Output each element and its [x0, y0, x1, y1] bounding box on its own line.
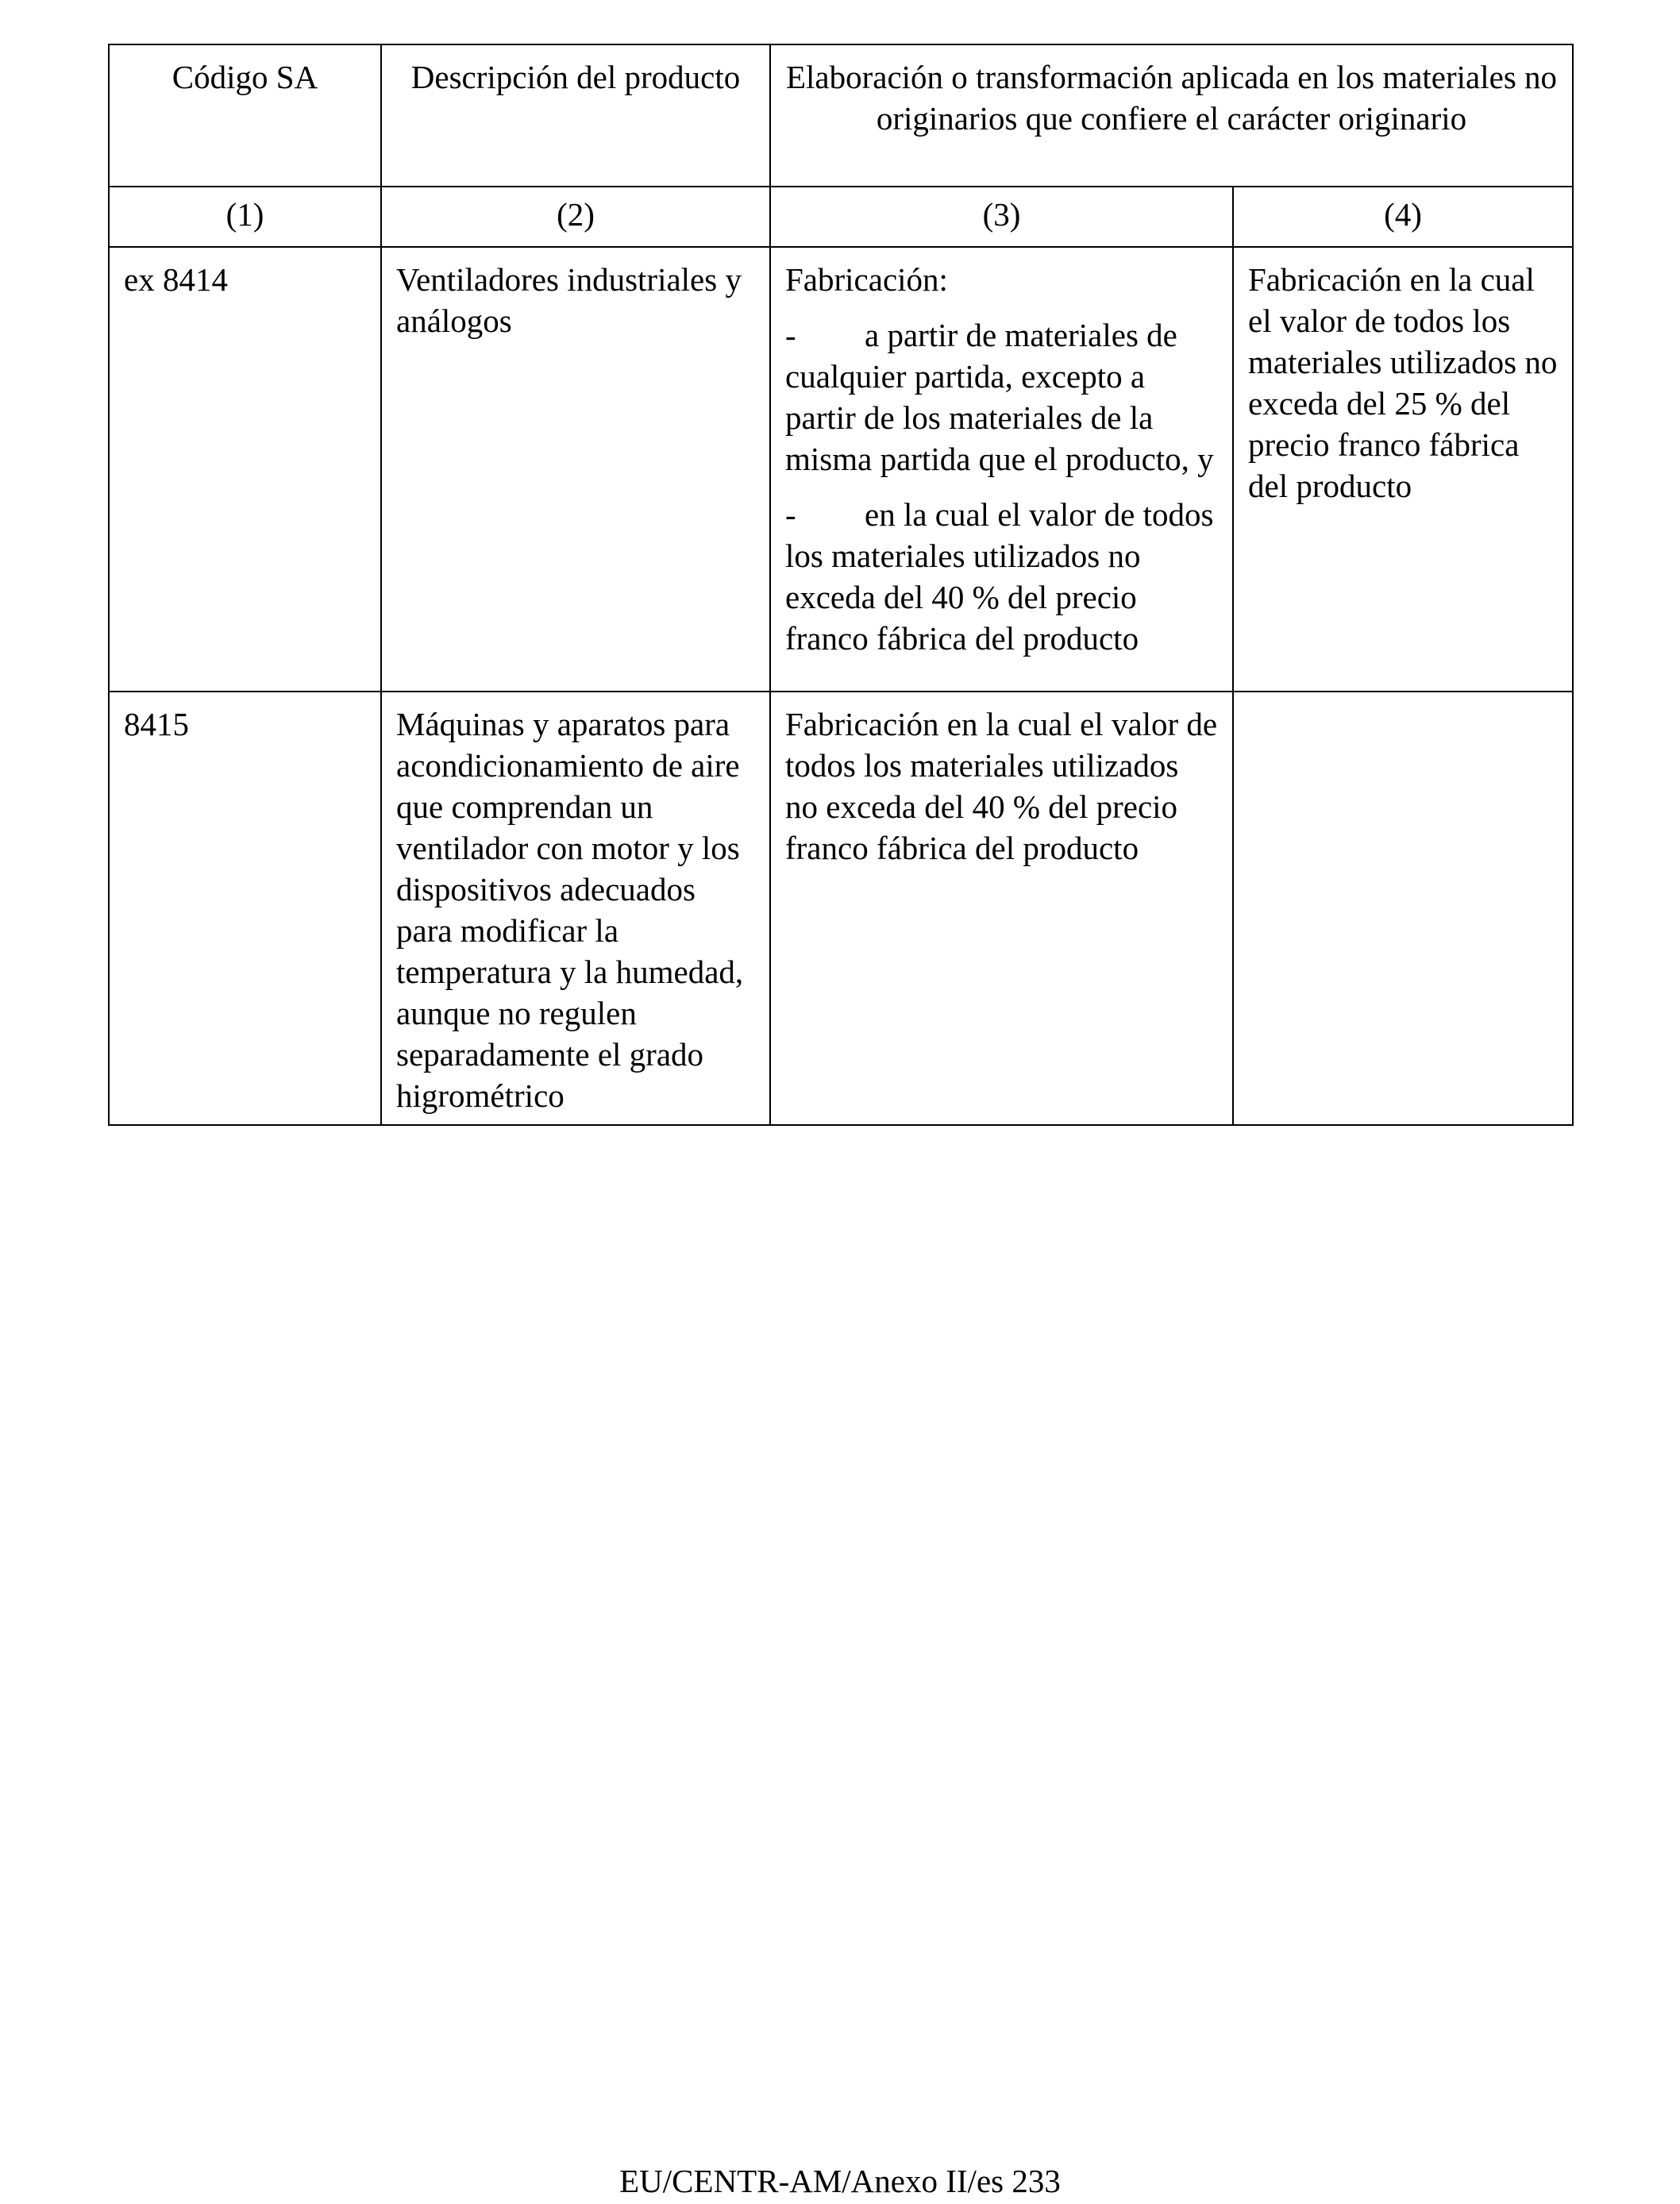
row-rule-col4	[1233, 692, 1573, 1125]
column-number-4: (4)	[1233, 187, 1573, 247]
header-hs-code: Código SA	[109, 44, 381, 187]
header-product-description: Descripción del producto	[381, 44, 770, 187]
row-description: Máquinas y aparatos para acondicionamiento de aire que comprendan un ventilador con motor y los dispositivos adecuados para modificar la temperatura y la humedad, aunque no regulen separadamente el grado higrométrico	[381, 692, 770, 1125]
row-description: Ventiladores industriales y análogos	[381, 247, 770, 692]
rule-list-item-text: a partir de materiales de cualquier partida, excepto a partir de los materiales de la misma partida que el producto, y	[785, 317, 1214, 477]
bullet-dash: -	[785, 317, 796, 353]
rule-list-item-text: en la cual el valor de todos los materiales utilizados no exceda del 40 % del precio franco fábrica del producto	[785, 496, 1214, 657]
row-rule-col4: Fabricación en la cual el valor de todos los materiales utilizados no exceda del 25 % del precio franco fábrica del producto	[1233, 247, 1573, 692]
row-code: ex 8414	[109, 247, 381, 692]
bullet-dash: -	[785, 496, 796, 533]
rule-intro: Fabricación:	[785, 261, 948, 298]
column-number-2: (2)	[381, 187, 770, 247]
column-number-row	[109, 187, 1573, 247]
rule-list-item	[785, 314, 1218, 480]
row-code: 8415	[109, 692, 381, 1125]
table-row	[109, 247, 1573, 692]
table-row	[109, 692, 1573, 1125]
row-rule-col3	[770, 247, 1233, 692]
column-number-1: (1)	[109, 187, 381, 247]
row-rule-col3: Fabricación en la cual el valor de todos los materiales utilizados no exceda del 40 % del precio franco fábrica del producto	[770, 692, 1233, 1125]
table-header-row	[109, 44, 1573, 187]
rule-list-item	[785, 494, 1218, 659]
column-number-3: (3)	[770, 187, 1233, 247]
rules-table	[108, 44, 1574, 1126]
page-footer: EU/CENTR-AM/Anexo II/es 233	[619, 2163, 1061, 2199]
header-working-processing: Elaboración o transformación aplicada en los materiales no originarios que confiere el carácter originario	[770, 44, 1573, 187]
